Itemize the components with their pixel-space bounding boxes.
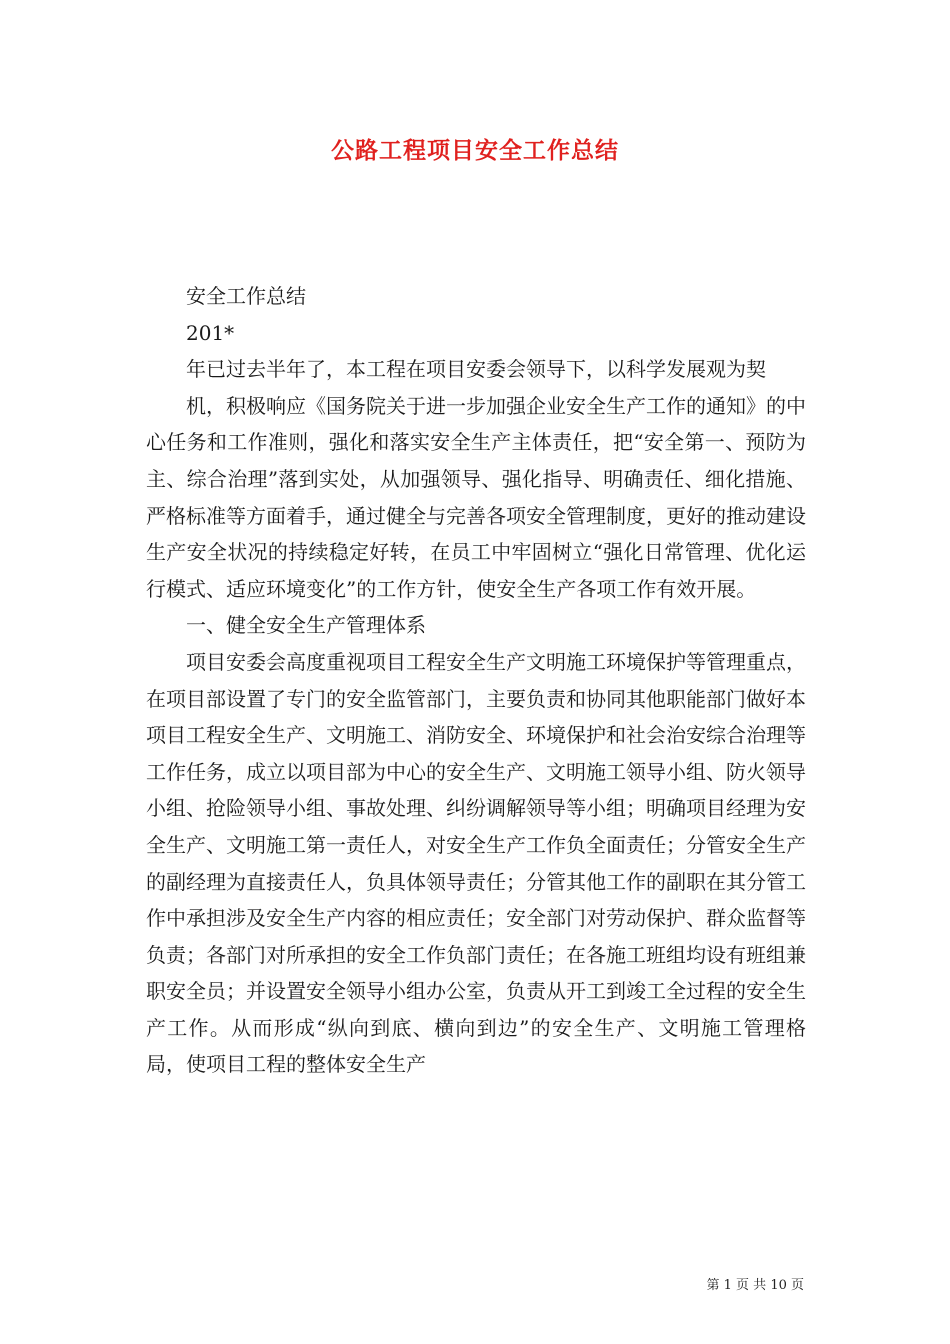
paragraph-intro: 年已过去半年了，本工程在项目安委会领导下，以科学发展观为契 xyxy=(186,357,766,382)
section-heading-1: 一、健全安全生产管理体系 xyxy=(186,613,426,638)
document-title: 公路工程项目安全工作总结 xyxy=(331,137,619,164)
paragraph-section-1: 项目安委会高度重视项目工程安全生产文明施工环境保护等管理重点，在项目部设置了专门的安全监管部门，主要负责和协同其他职能部门做好本项目工程安全生产、文明施工、消防安全、环境保护和社会治安综合治理等工作任务，成立以项目部为中心的安全生产、文明施工领导小组、防火领导小组、抢险领导小组、事故处理、纠纷调解领导等小组；明确项目经理为安全生产、文明施工第一责任人，对安全生产工作负全面责任；分管安全生产的副经理为直接责任人，负具体领导责任；分管其他工作的副职在其分管工作中承担涉及安全生产内容的相应责任；安全部门对劳动保护、群众监督等负责；各部门对所承担的安全工作负部门责任；在各施工班组均设有班组兼职安全员；并设置安全领导小组办公室，负责从开工到竣工全过程的安全生产工作。从而形成“纵向到底、横向到边”的安全生产、文明施工管理格局，使项目工程的整体安全生产 xyxy=(146,649,806,1077)
document-body xyxy=(146,278,806,1083)
paragraph-main: 机，积极响应《国务院关于进一步加强企业安全生产工作的通知》的中心任务和工作准则，强化和落实安全生产主体责任，把“安全第一、预防为主、综合治理”落到实处，从加强领导、强化指导、明确责任、细化措施、严格标准等方面着手，通过健全与完善各项安全管理制度，更好的推动建设生产安全状况的持续稳定好转，在员工中牢固树立“强化日常管理、优化运行模式、适应环境变化”的工作方针，使安全生产各项工作有效开展。 xyxy=(146,393,806,601)
year-line: 201* xyxy=(186,320,235,345)
heading-summary: 安全工作总结 xyxy=(186,284,306,308)
page-number-footer: 第 1 页 共 10 页 xyxy=(706,1278,804,1293)
